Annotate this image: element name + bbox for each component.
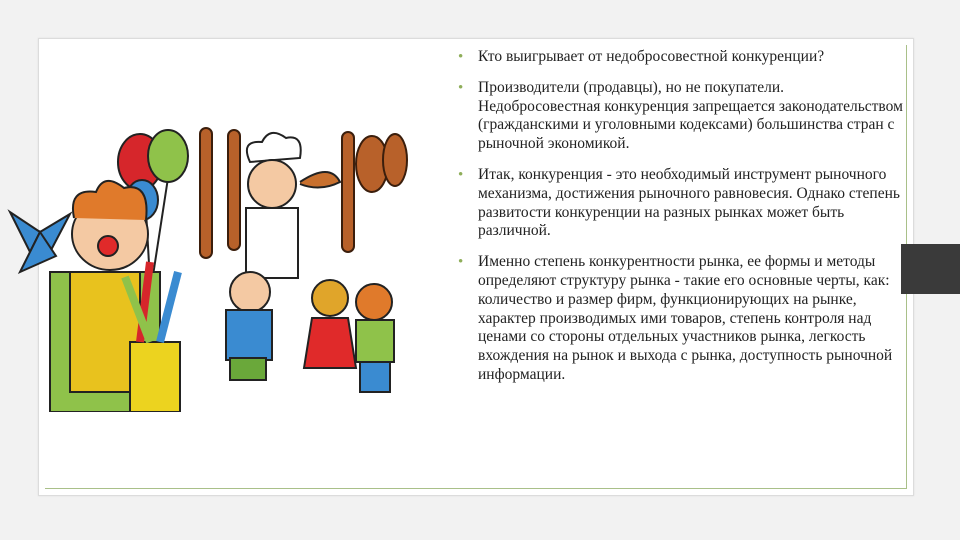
sausages-icon [200, 128, 407, 258]
bullet-dot-icon: • [458, 49, 464, 65]
bullet-item [456, 48, 908, 67]
bullet-text: Кто выигрывает от недобросовестной конкуренции? [478, 48, 825, 65]
bullet-dot-icon: • [458, 166, 464, 183]
slide-edge-tab [901, 244, 960, 294]
children-buyers-icon [226, 272, 394, 392]
chef-seller-icon [246, 133, 340, 278]
bullet-item [456, 166, 908, 241]
bullet-text: Производители (продавцы), но не покупатели. Недобросовестная конкуренция запрещается законодательством (гражданскими и уголовными кодексами) большинства стран с рыночной экономикой. [478, 78, 903, 153]
bullet-item [456, 253, 908, 385]
frame-divider [45, 488, 907, 489]
bullet-list [456, 48, 908, 397]
bullet-text: Именно степень конкурентности рынка, ее формы и методы определяют структуру рынка - такие его основные черты, как: количество и размер фирм, функционирующих на рынке, характер производимых ими товаров, степень контроля над ценами со стороны отдельных участников рынка, легкость вхождения на рынок и выхода с рынка, доступность рыночной информации. [478, 253, 893, 383]
cartoon-market-icon [0, 122, 410, 412]
bullet-text: Итак, конкуренция - это необходимый инструмент рыночного механизма, достижения рыночного равновесия. Однако степень развитости конкуренции на разных рынках может быть различной. [478, 165, 900, 240]
pinwheel-icon [10, 212, 70, 272]
bullet-dot-icon: • [458, 254, 464, 271]
bullet-dot-icon: • [458, 79, 464, 96]
bullet-item [456, 79, 908, 154]
